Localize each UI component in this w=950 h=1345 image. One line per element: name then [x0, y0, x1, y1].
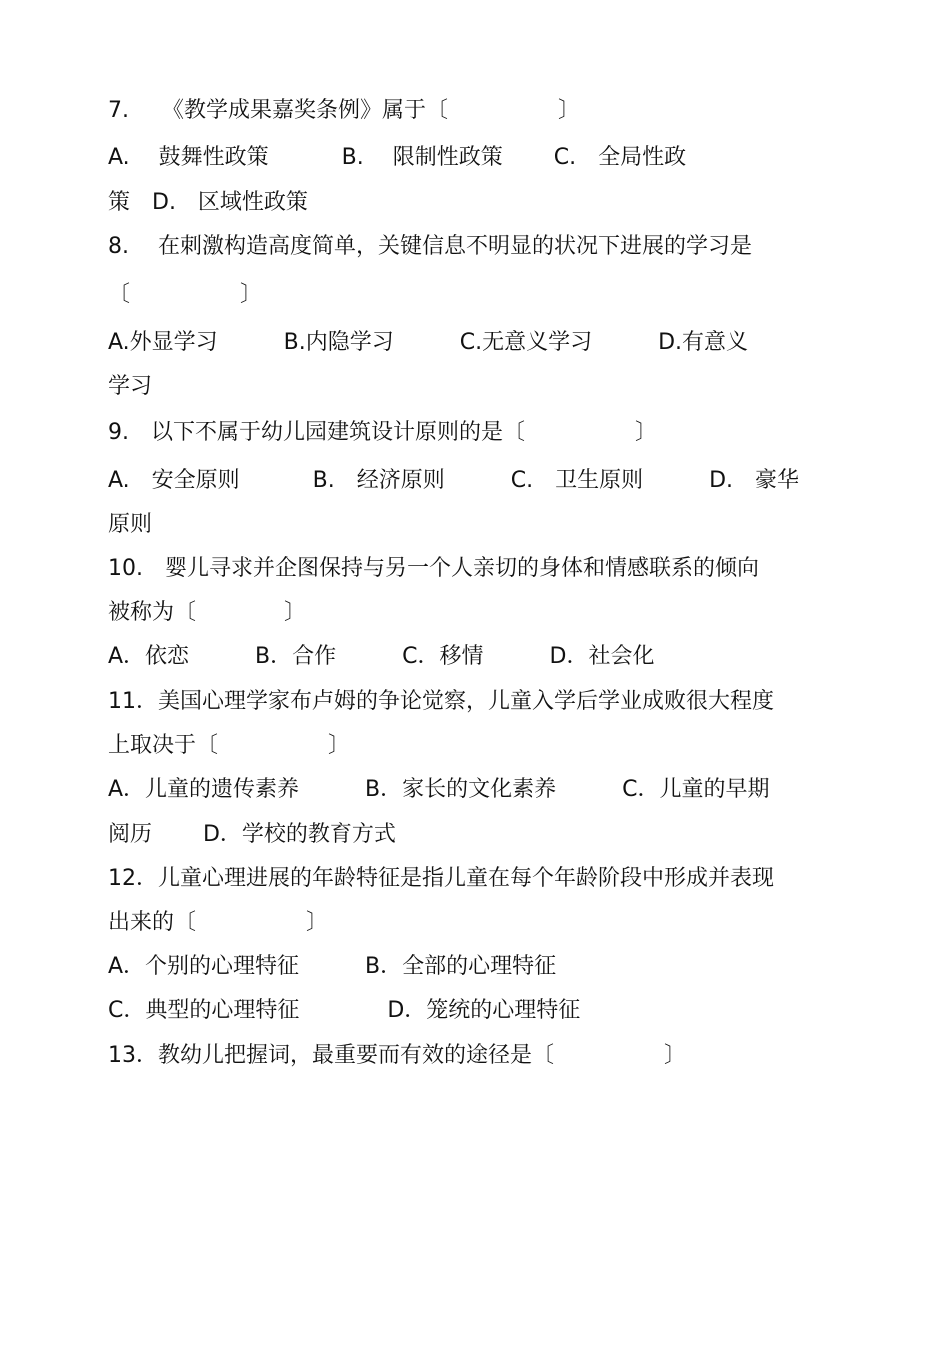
question-7-options: A. 鼓舞性政策 B. 限制性政策 C. 全局性政 [108, 145, 687, 170]
question-9-options-cont: 原则 [108, 512, 153, 537]
question-10-stem-cont: 被称为〔 〕 [108, 600, 307, 625]
question-11-options-cont: 阅历 D．学校的教育方式 [108, 822, 396, 847]
question-11-stem: 11．美国心理学家布卢姆的争论觉察，儿童入学后学业成败很大程度 [108, 689, 774, 714]
question-9-options: A. 安全原则 B. 经济原则 C. 卫生原则 D. 豪华 [108, 468, 800, 493]
question-8-options-cont: 学习 [108, 374, 153, 399]
question-12-options-ab: A．个别的心理特征 B．全部的心理特征 [108, 954, 557, 979]
question-11-stem-cont: 上取决于〔 〕 [108, 733, 351, 758]
question-8-options: A.外显学习 B.内隐学习 C.无意义学习 D.有意义 [108, 330, 749, 355]
question-12-options-cd: C．典型的心理特征 D．笼统的心理特征 [108, 998, 581, 1023]
question-12-stem: 12．儿童心理进展的年龄特征是指儿童在每个年龄阶段中形成并表现 [108, 866, 774, 891]
question-10-options: A．依恋 B．合作 C．移情 D．社会化 [108, 644, 655, 669]
question-8-blank: 〔 〕 [108, 282, 263, 307]
question-7-options-cont: 策 D. 区域性政策 [108, 190, 308, 215]
question-13-stem: 13．教幼儿把握词，最重要而有效的途径是〔 〕 [108, 1043, 686, 1068]
question-9-stem: 9. 以下不属于幼儿园建筑设计原则的是〔 〕 [108, 420, 657, 445]
question-8-stem: 8. 在刺激构造高度简单，关键信息不明显的状况下进展的学习是 [108, 234, 752, 259]
question-12-stem-cont: 出来的〔 〕 [108, 910, 329, 935]
question-10-stem: 10. 婴儿寻求并企图保持与另一个人亲切的身体和情感联系的倾向 [108, 556, 759, 581]
question-11-options: A．儿童的遗传素养 B．家长的文化素养 C．儿童的早期 [108, 777, 770, 802]
question-7-stem: 7. 《教学成果嘉奖条例》属于〔 〕 [108, 98, 580, 123]
